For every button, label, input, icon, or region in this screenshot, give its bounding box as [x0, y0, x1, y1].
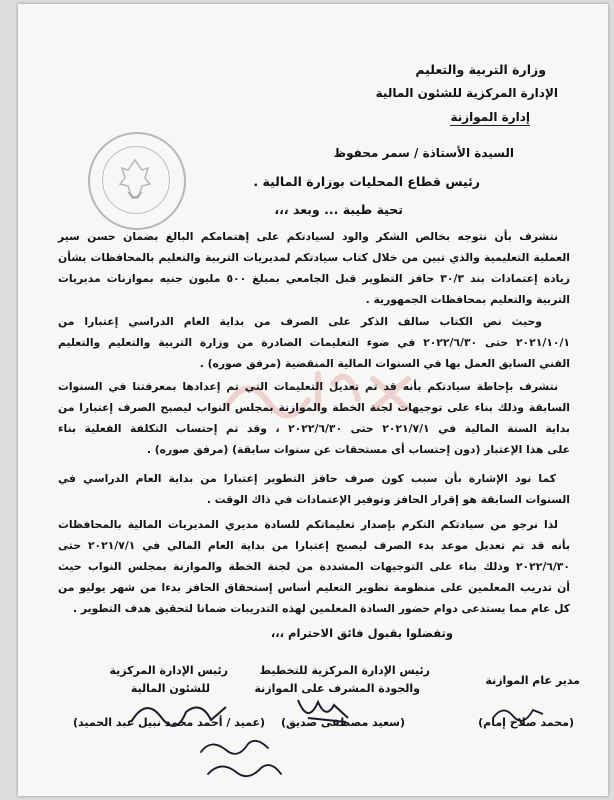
- signature-title: والجودة المشرف على الموازنة: [254, 682, 420, 695]
- official-seal: [88, 132, 186, 230]
- text-line: السنوات السابقة هو إقرار الحافز وتوفير الإعتمادات في ذاك الوقت .: [206, 493, 570, 506]
- text-line: التربية والتعليم بمحافظات الجمهورية .: [365, 293, 570, 306]
- signature-name: (سعيد مصطفى صديق): [280, 716, 405, 729]
- signature-title: رئيس الإدارة المركزية: [109, 664, 228, 677]
- text-line: زيادة إعتمادات بند ٣٠/٣ حافز التطوير قبل الجامعي بمبلغ ٥٠٠ مليون جنيه بموازنات مديريات: [58, 272, 570, 285]
- text-line: كما نود الإشارة بأن سبب كون صرف حافز التطوير إعتبارا من بداية العام الدراسي في: [58, 472, 556, 485]
- paragraph-4: [58, 468, 570, 510]
- paragraph-5: [58, 514, 570, 619]
- signature-scribble-middle: [288, 690, 368, 730]
- document-page: [18, 4, 608, 796]
- text-line: العملية التعليمية والذي تبين من خلال كتاب سيادتكم لمديريات التربية والتعليم بالمحافظات بشأن: [58, 251, 570, 264]
- signature-title: للشئون المالية: [130, 682, 210, 695]
- text-line: وحيث نص الكتاب سالف الذكر على الصرف من بداية العام الدراسي إعتبارا من: [58, 315, 542, 328]
- ministry-name: وزارة التربية والتعليم: [415, 62, 546, 77]
- text-line: الفني السابق العمل بها في السنوات المالية المنقضية (مرفق صوره) .: [199, 357, 570, 370]
- text-line: ٢٠٢١/١٠/١ حتى ٢٠٢٢/٦/٣٠ في ضوء التعليمات الصادرة من وزارة التربية والتعليم والتعليم: [58, 336, 570, 349]
- text-line: السابقة وذلك بناء على توجيهات لجنة الخطة والموازنة بمجلس النواب ليصبح الصرف إعتبارا من: [58, 401, 570, 414]
- signature-name: (محمد صلاح إمام): [478, 716, 574, 729]
- greeting: تحية طيبة ... وبعد ،،،: [274, 202, 403, 217]
- handwritten-approval-note: [186, 730, 296, 786]
- text-line: على هذا الإعتبار (دون إحتساب أى مستحقات عن سنوات سابقة) (مرفق صوره) .: [146, 443, 570, 456]
- text-line: بداية السنة المالية في ٢٠٢١/٧/١ حتى ٢٠٢٢/٦/٣٠ ، وقد تم إحتساب التكلفة الفعلية بناء: [58, 422, 570, 435]
- text-line: أن تدريب المعلمين على منظومة تطوير التعليم أساس إستحقاق الحافز بدءا من شهر يوليو من: [58, 581, 570, 594]
- signature-title: رئيس الإدارة المركزية للتخطيط: [259, 664, 430, 677]
- directorate-name: الإدارة المركزية للشئون المالية: [375, 86, 558, 100]
- text-line: بأنه قد تم تعديل موعد بدء الصرف ليصبح إعتبارا من بداية العام المالي في ٢٠٢١/٧/١ حتى: [58, 539, 570, 552]
- text-line: ٢٠٢٢/٦/٣٠ وذلك بناء على التوجيهات المشددة من لجنة الخطة والموازنة بمجلس النواب حيث: [58, 560, 570, 573]
- signature-name: (عميد / أحمد محمد نبيل عبد الحميد): [72, 716, 265, 729]
- signature-scribble-left: [126, 692, 236, 732]
- paragraph-1: [58, 226, 570, 310]
- text-line: نتشرف بأن نتوجه بخالص الشكر والود لسيادتكم على إهتمامكم البالغ بضمان حسن سير: [58, 230, 558, 243]
- addressee-title: رئيس قطاع المحليات بوزارة المالية .: [253, 174, 480, 189]
- signature-title: مدير عام الموازنة: [485, 674, 580, 687]
- signature-scribble-right: [488, 700, 548, 726]
- paragraph-2: [58, 311, 570, 374]
- text-line: كل عام مما يستدعى دوام حضور السادة المعلمين لهذه التدريبات ضمانا لتحقيق هدف التطوير .: [72, 602, 570, 615]
- text-line: لذا نرجو من سيادتكم التكرم بإصدار تعليماتكم للسادة مديري المديريات المالية بالمحافظات: [58, 518, 558, 531]
- department-name: إدارة الموازنة: [450, 110, 530, 124]
- paragraph-3: [58, 376, 570, 460]
- text-line: نتشرف بإحاطة سيادتكم بأنه قد تم تعديل التعليمات التي تم إعدادها بمعرفتنا في السنوات: [58, 380, 558, 393]
- addressee: السيدة الأستاذة / سمر محفوظ: [333, 146, 514, 160]
- closing-line: وتفضلوا بقبول فائق الاحترام ،،،: [270, 626, 453, 640]
